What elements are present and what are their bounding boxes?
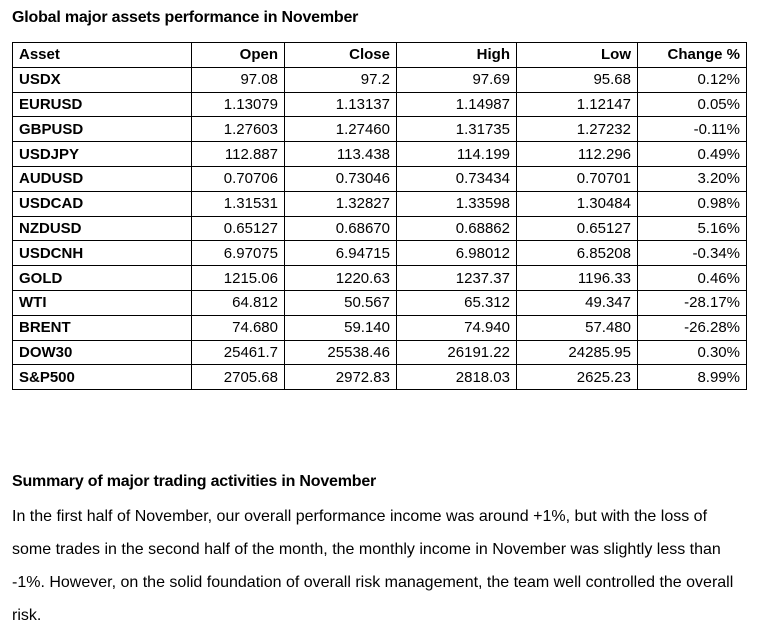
cell-close: 6.94715 [285,241,397,266]
cell-low: 24285.95 [517,340,638,365]
cell-close: 1.32827 [285,191,397,216]
cell-high: 26191.22 [397,340,517,365]
cell-close: 59.140 [285,315,397,340]
cell-close: 1.13137 [285,92,397,117]
cell-asset: USDJPY [13,142,192,167]
cell-low: 1.27232 [517,117,638,142]
cell-low: 1196.33 [517,266,638,291]
cell-open: 0.70706 [192,166,285,191]
cell-asset: USDCNH [13,241,192,266]
cell-close: 113.438 [285,142,397,167]
table-row [13,166,747,191]
cell-open: 97.08 [192,67,285,92]
cell-asset: USDCAD [13,191,192,216]
cell-change: 0.49% [638,142,747,167]
cell-low: 112.296 [517,142,638,167]
header-change: Change % [638,43,747,68]
header-high: High [397,43,517,68]
cell-change: -28.17% [638,290,747,315]
cell-close: 25538.46 [285,340,397,365]
cell-asset: GOLD [13,266,192,291]
cell-high: 114.199 [397,142,517,167]
cell-open: 1.13079 [192,92,285,117]
cell-low: 49.347 [517,290,638,315]
cell-open: 25461.7 [192,340,285,365]
cell-asset: S&P500 [13,365,192,390]
cell-asset: USDX [13,67,192,92]
cell-high: 97.69 [397,67,517,92]
table-row [13,117,747,142]
cell-high: 0.73434 [397,166,517,191]
cell-low: 95.68 [517,67,638,92]
header-low: Low [517,43,638,68]
cell-high: 1.33598 [397,191,517,216]
cell-high: 2818.03 [397,365,517,390]
cell-open: 2705.68 [192,365,285,390]
summary-title: Summary of major trading activities in November [12,473,377,490]
cell-high: 0.68862 [397,216,517,241]
cell-asset: GBPUSD [13,117,192,142]
cell-close: 0.73046 [285,166,397,191]
table-row [13,266,747,291]
cell-open: 74.680 [192,315,285,340]
cell-change: 3.20% [638,166,747,191]
cell-asset: DOW30 [13,340,192,365]
cell-high: 74.940 [397,315,517,340]
table-header-row [13,43,747,68]
cell-asset: AUDUSD [13,166,192,191]
cell-asset: BRENT [13,315,192,340]
cell-close: 0.68670 [285,216,397,241]
summary-text: In the first half of November, our overall performance income was around +1%, but with the loss of some trades in the second half of the month, the monthly income in November was slightly less than -1%. However, on the solid foundation of overall risk management, the team well controlled the overall risk. [12,508,734,624]
cell-high: 6.98012 [397,241,517,266]
table-row [13,340,747,365]
assets-table [12,42,747,390]
table-row [13,191,747,216]
cell-change: -26.28% [638,315,747,340]
cell-open: 64.812 [192,290,285,315]
cell-change: -0.34% [638,241,747,266]
cell-change: 0.05% [638,92,747,117]
cell-change: 0.98% [638,191,747,216]
cell-close: 1.27460 [285,117,397,142]
cell-change: 0.12% [638,67,747,92]
cell-asset: NZDUSD [13,216,192,241]
table-row [13,290,747,315]
cell-low: 0.70701 [517,166,638,191]
cell-change: 0.30% [638,340,747,365]
cell-close: 97.2 [285,67,397,92]
header-asset: Asset [13,43,192,68]
cell-high: 1237.37 [397,266,517,291]
table-row [13,216,747,241]
cell-open: 0.65127 [192,216,285,241]
cell-close: 2972.83 [285,365,397,390]
header-open: Open [192,43,285,68]
cell-change: -0.11% [638,117,747,142]
cell-close: 50.567 [285,290,397,315]
table-row [13,92,747,117]
table-body [13,67,747,389]
cell-asset: WTI [13,290,192,315]
table-row [13,142,747,167]
cell-asset: EURUSD [13,92,192,117]
cell-low: 1.12147 [517,92,638,117]
cell-change: 0.46% [638,266,747,291]
cell-close: 1220.63 [285,266,397,291]
cell-high: 65.312 [397,290,517,315]
page-title: Global major assets performance in November [12,9,359,26]
cell-low: 1.30484 [517,191,638,216]
cell-low: 57.480 [517,315,638,340]
cell-low: 0.65127 [517,216,638,241]
cell-open: 1.31531 [192,191,285,216]
cell-open: 112.887 [192,142,285,167]
cell-change: 8.99% [638,365,747,390]
cell-high: 1.14987 [397,92,517,117]
table-row [13,241,747,266]
header-close: Close [285,43,397,68]
cell-open: 1.27603 [192,117,285,142]
cell-open: 1215.06 [192,266,285,291]
cell-low: 2625.23 [517,365,638,390]
cell-low: 6.85208 [517,241,638,266]
table-row [13,365,747,390]
cell-open: 6.97075 [192,241,285,266]
table-row [13,315,747,340]
table-row [13,67,747,92]
cell-high: 1.31735 [397,117,517,142]
cell-change: 5.16% [638,216,747,241]
